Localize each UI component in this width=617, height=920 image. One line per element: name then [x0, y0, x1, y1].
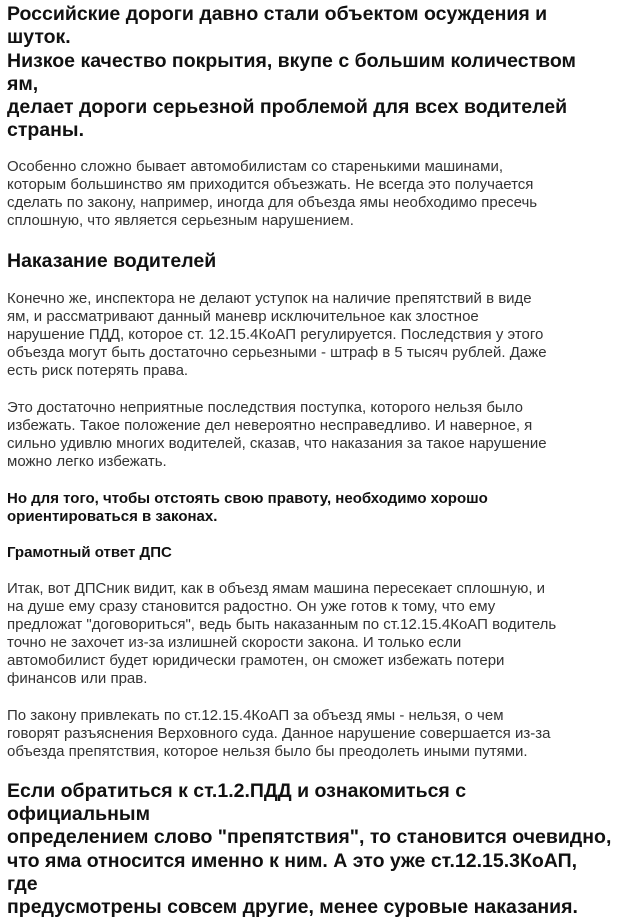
paragraph-intro: Особенно сложно бывает автомобилистам со старенькими машинами, которым большинство ям приходится объезжать. Не всегда это получается сделать по закону, например, иногда для объезда ямы необходимо пресечь сплошную, что является серьезным нарушением. — [7, 157, 538, 229]
section-heading-punishment: Наказание водителей — [7, 249, 217, 272]
article-conclusion: Если обратиться к ст.1.2.ПДД и ознакомиться с официальным определением слово "препятствия", то становится очевидно, что яма относится именно к ним. А это уже ст.12.15.3КоАП, где предусмотрены совсем другие, менее суровые наказания. — [7, 779, 612, 919]
article-lead: Российские дороги давно стали объектом осуждения и шуток. Низкое качество покрытия, вкупе с большим количеством ям, делает дороги серьезной проблемой для всех водителей страны. — [7, 3, 576, 142]
paragraph-law: По закону привлекать по ст.12.15.4КоАП за объезд ямы - нельзя, о чем говорят разъяснения Верховного суда. Данное нарушение совершается из-за объезда препятствия, которое нельзя было бы преодолеть иными путями. — [7, 706, 551, 760]
paragraph-dps: Итак, вот ДПСник видит, как в объезд ямам машина пересекает сплошную, и на душе ему сразу становится радостно. Он уже готов к тому, что ему предложат "договориться", ведь быть наказанным по ст.12.15.4КоАП водитель точно не захочет из-за излишней скорости закона. И только если автомобилист будет юридически грамотен, он сможет избежать потери финансов или прав. — [7, 579, 557, 687]
paragraph-consequences: Это достаточно неприятные последствия поступка, которого нельзя было избежать. Такое положение дел невероятно несправедливо. И наверное, я сильно удивлю многих водителей, сказав, что наказания за такое нарушение можно легко избежать. — [7, 398, 547, 470]
paragraph-know-laws: Но для того, чтобы отстоять свою правоту, необходимо хорошо ориентироваться в законах. — [7, 489, 488, 525]
subheading-dps-answer: Грамотный ответ ДПС — [7, 543, 172, 561]
paragraph-inspectors: Конечно же, инспектора не делают уступок на наличие препятствий в виде ям, и рассматривают данный маневр исключительное как злостное нарушение ПДД, которое ст. 12.15.4КоАП регулируется. Последствия у этого объезда могут быть достаточно серьезными - штраф в 5 тысяч рублей. Даже есть риск потерять права. — [7, 289, 547, 379]
